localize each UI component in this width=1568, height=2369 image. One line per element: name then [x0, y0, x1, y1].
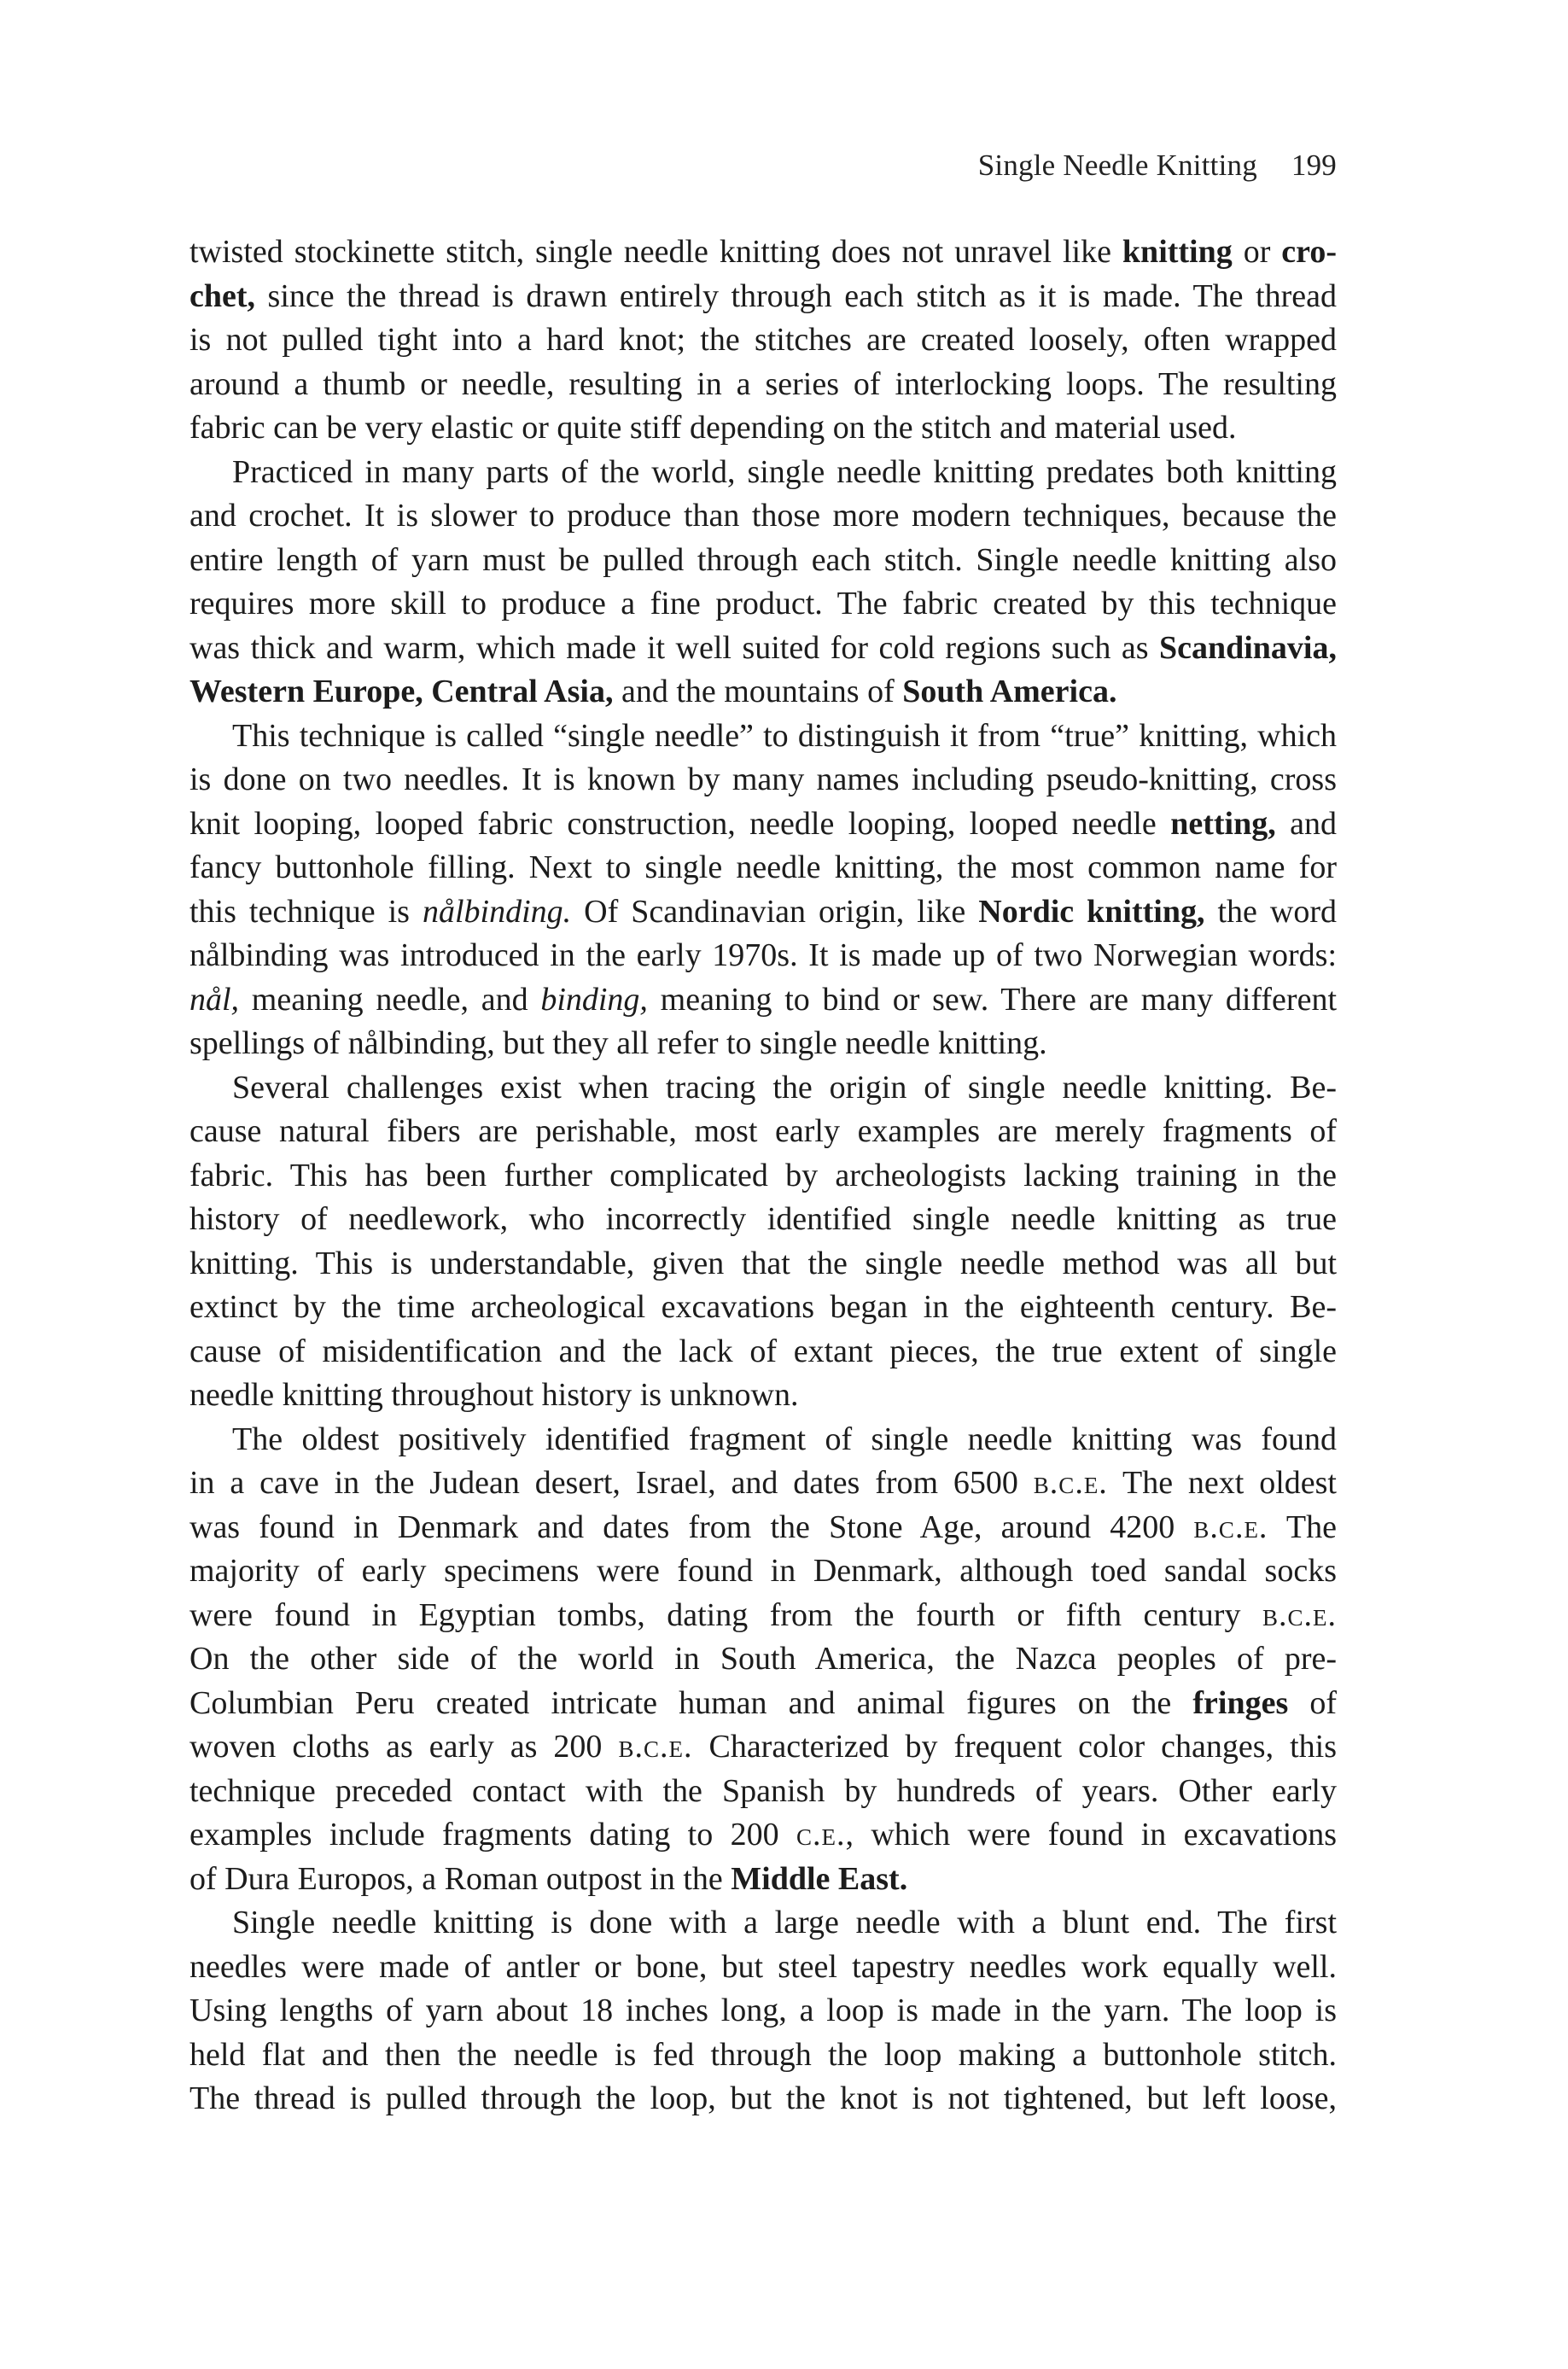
- text-run: , which were found in excavations: [845, 1817, 1337, 1853]
- text-line: [189, 1594, 1337, 1638]
- text-run: meaning to bind or sew. There are many different: [647, 981, 1337, 1018]
- text-run: is done on two needles. It is known by many names including pseudo-knitting, cross: [189, 761, 1337, 797]
- era-abbreviation: b.c.e.: [1193, 1508, 1268, 1545]
- text-line: [189, 1549, 1337, 1594]
- text-line: [189, 406, 1337, 451]
- bold-term: South America.: [902, 674, 1117, 709]
- bold-term: chet,: [189, 277, 256, 314]
- text-line: [189, 1901, 1337, 1946]
- running-title: Single Needle Knitting: [977, 149, 1257, 182]
- text-line: [189, 451, 1337, 495]
- text-line: [189, 1813, 1337, 1858]
- text-run: in a cave in the Judean desert, Israel, and dates from 6500: [189, 1465, 1034, 1501]
- text-run: needles were made of antler or bone, but steel tapestry needles work equally well.: [189, 1948, 1337, 1985]
- text-run: and: [1275, 805, 1337, 842]
- text-line: [189, 1637, 1337, 1682]
- text-run: fabric. This has been further complicated by archeologists lacking training in the: [189, 1157, 1337, 1193]
- text-run: needle knitting throughout history is unknown.: [189, 1377, 799, 1413]
- text-run: Several challenges exist when tracing the origin of single needle knitting. Be-: [232, 1069, 1337, 1106]
- text-run: since the thread is drawn entirely through each stitch as it is made. The thread: [255, 277, 1337, 314]
- body-text: [189, 230, 1337, 2121]
- text-line: [189, 1989, 1337, 2033]
- text-line: [189, 1198, 1337, 1242]
- text-line: [189, 363, 1337, 407]
- text-line: [189, 494, 1337, 539]
- text-line: [189, 1242, 1337, 1287]
- text-run: The thread is pulled through the loop, but the knot is not tightened, but left loose,: [189, 2080, 1337, 2116]
- text-run: Characterized by frequent color changes, this: [692, 1729, 1337, 1765]
- text-line: [189, 934, 1337, 978]
- text-run: requires more skill to produce a fine product. The fabric created by this technique: [189, 586, 1337, 621]
- book-page: [189, 0, 1337, 2369]
- text-line: [189, 318, 1337, 363]
- text-line: [189, 1374, 1337, 1418]
- text-run: cause of misidentification and the lack of extant pieces, the true extent of single: [189, 1333, 1337, 1369]
- era-abbreviation: c.e.: [796, 1817, 846, 1853]
- text-run: held flat and then the needle is fed through the loop making a buttonhole stitch.: [189, 2036, 1337, 2073]
- bold-term: fringes: [1192, 1684, 1289, 1721]
- running-head: [978, 150, 1337, 180]
- text-run: knit looping, looped fabric construction, needle looping, looped needle: [189, 805, 1171, 842]
- text-run: Using lengths of yarn about 18 inches long, a loop is made in the yarn. The loop is: [189, 1993, 1337, 2028]
- text-line: [189, 890, 1337, 935]
- bold-term: netting,: [1170, 805, 1276, 842]
- text-run: examples include fragments dating to 200: [189, 1817, 796, 1853]
- text-run: around a thumb or needle, resulting in a series of interlocking loops. The resulting: [189, 365, 1337, 402]
- text-line: [189, 539, 1337, 583]
- text-line: [189, 1725, 1337, 1770]
- italic-term: binding,: [540, 981, 648, 1018]
- text-run: nålbinding was introduced in the early 1970s. It is made up of two Norwegian words:: [189, 937, 1337, 973]
- text-line: [189, 2033, 1337, 2078]
- text-run: or: [1232, 234, 1282, 270]
- text-line: [189, 1506, 1337, 1550]
- text-line: [189, 1418, 1337, 1462]
- text-run: On the other side of the world in South America, the Nazca peoples of pre-: [189, 1641, 1337, 1677]
- text-line: [189, 715, 1337, 759]
- text-run: Of Scandinavian origin, like: [571, 893, 979, 930]
- text-line: [189, 275, 1337, 319]
- text-run: meaning needle, and: [239, 981, 541, 1018]
- text-run: was thick and warm, which made it well suited for cold regions such as: [189, 629, 1159, 666]
- era-abbreviation: b.c.e.: [1033, 1465, 1108, 1501]
- text-run: history of needlework, who incorrectly identified single needle knitting as true: [189, 1201, 1337, 1237]
- text-run: knitting. This is understandable, given that the single needle method was all but: [189, 1245, 1337, 1281]
- text-run: majority of early specimens were found in Denmark, although toed sandal socks: [189, 1553, 1337, 1589]
- bold-term: Middle East.: [731, 1860, 908, 1897]
- text-line: [189, 230, 1337, 275]
- text-line: [189, 802, 1337, 847]
- text-line: [189, 1154, 1337, 1199]
- text-run: entire length of yarn must be pulled through each stitch. Single needle knitting also: [189, 541, 1337, 578]
- text-line: [189, 1682, 1337, 1726]
- text-run: woven cloths as early as 200: [189, 1729, 619, 1765]
- text-line: [189, 670, 1337, 715]
- text-run: was found in Denmark and dates from the Stone Age, around 4200: [189, 1508, 1194, 1545]
- text-line: [189, 1022, 1337, 1066]
- text-run: The oldest positively identified fragment of single needle knitting was found: [232, 1421, 1337, 1457]
- text-line: [189, 1066, 1337, 1111]
- text-line: [189, 1858, 1337, 1902]
- bold-term: Nordic knitting,: [978, 893, 1205, 930]
- text-run: and the mountains of: [613, 674, 903, 709]
- text-run: Columbian Peru created intricate human and animal figures on the: [189, 1684, 1193, 1721]
- text-run: the word: [1204, 893, 1337, 930]
- italic-term: nål,: [189, 981, 240, 1018]
- text-run: is not pulled tight into a hard knot; the stitches are created loosely, often wrapped: [189, 322, 1337, 358]
- page-number: 199: [1291, 149, 1337, 182]
- text-run: Single needle knitting is done with a large needle with a blunt end. The first: [232, 1905, 1337, 1940]
- text-line: [189, 1330, 1337, 1374]
- text-run: of: [1288, 1684, 1337, 1721]
- text-run: technique preceded contact with the Spanish by hundreds of years. Other early: [189, 1772, 1337, 1809]
- text-run: cause natural fibers are perishable, most early examples are merely fragments of: [189, 1113, 1337, 1149]
- text-run: The: [1268, 1508, 1337, 1545]
- bold-term: Scandinavia,: [1158, 629, 1337, 666]
- text-run: this technique is: [189, 893, 423, 930]
- text-run: This technique is called “single needle” to distinguish it from “true” knitting, which: [232, 717, 1337, 754]
- era-abbreviation: b.c.e.: [1262, 1596, 1337, 1633]
- text-run: The next oldest: [1107, 1465, 1337, 1501]
- text-line: [189, 846, 1337, 890]
- text-run: extinct by the time archeological excavations began in the eighteenth century. Be-: [189, 1289, 1337, 1325]
- text-run: Practiced in many parts of the world, single needle knitting predates both knitting: [232, 453, 1337, 490]
- text-line: [189, 2077, 1337, 2121]
- text-line: [189, 1286, 1337, 1330]
- text-line: [189, 1110, 1337, 1154]
- bold-term: Western Europe, Central Asia,: [189, 674, 614, 709]
- text-run: fancy buttonhole filling. Next to single needle knitting, the most common name for: [189, 849, 1337, 885]
- text-line: [189, 582, 1337, 627]
- text-line: [189, 627, 1337, 671]
- text-run: twisted stockinette stitch, single needle knitting does not unravel like: [189, 234, 1122, 270]
- text-run: fabric can be very elastic or quite stiff depending on the stitch and material used.: [189, 410, 1237, 446]
- text-run: and crochet. It is slower to produce than those more modern techniques, because the: [189, 498, 1337, 534]
- text-run: were found in Egyptian tombs, dating from the fourth or fifth century: [189, 1596, 1262, 1633]
- text-line: [189, 758, 1337, 802]
- bold-term: cro-: [1281, 234, 1337, 270]
- text-line: [189, 1462, 1337, 1506]
- text-run: spellings of nålbinding, but they all refer to single needle knitting.: [189, 1025, 1047, 1061]
- text-line: [189, 978, 1337, 1023]
- bold-term: knitting: [1122, 234, 1233, 270]
- era-abbreviation: b.c.e.: [618, 1729, 693, 1765]
- text-run: of Dura Europos, a Roman outpost in the: [189, 1860, 732, 1897]
- italic-term: nålbinding.: [422, 893, 572, 930]
- text-line: [189, 1946, 1337, 1990]
- text-line: [189, 1770, 1337, 1814]
